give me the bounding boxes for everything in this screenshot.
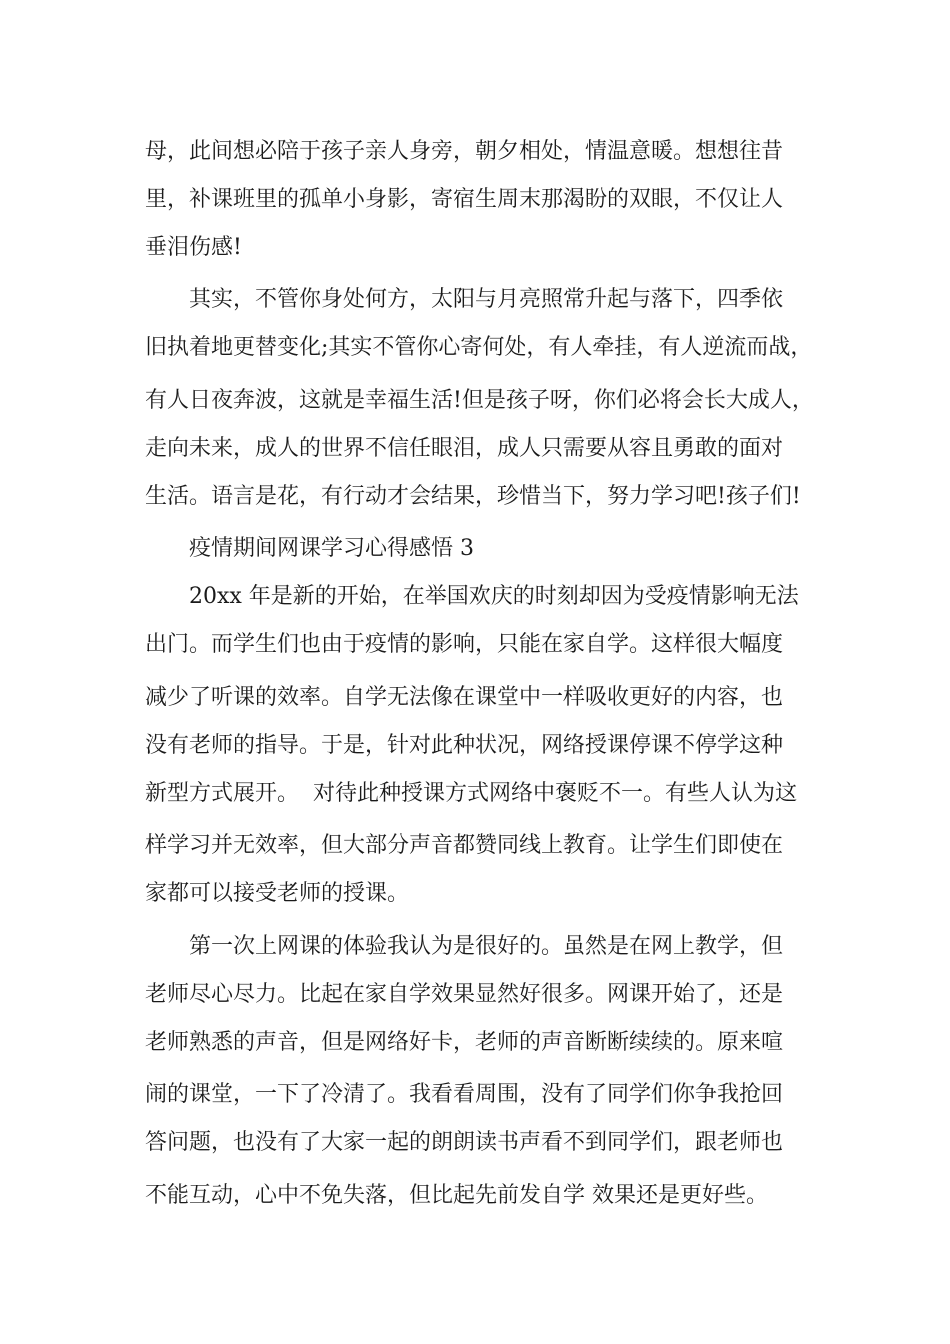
text-line: 母，此间想必陪于孩子亲人身旁，朝夕相处，情温意暖。想想往昔: [145, 139, 784, 164]
text-line: 其实，不管你身处何方，太阳与月亮照常升起与落下，四季依: [189, 287, 784, 312]
text-line: 走向未来，成人的世界不信任眼泪，成人只需要从容且勇敢的面对: [145, 436, 784, 461]
text-line: 出门。而学生们也由于疫情的影响，只能在家自学。这样很大幅度: [145, 632, 784, 657]
text-line: 样学习并无效率，但大部分声音都赞同线上教育。让学生们即使在: [145, 833, 784, 858]
text-line: 第一次上网课的体验我认为是很好的。虽然是在网上教学，但: [189, 934, 784, 959]
text-line: 里，补课班里的孤单小身影，寄宿生周末那渴盼的双眼，不仅让人: [145, 187, 784, 212]
text-line: 旧执着地更替变化;其实不管你心寄何处，有人牵挂，有人逆流而战，: [145, 335, 813, 360]
text-line: 20xx 年是新的开始，在举国欢庆的时刻却因为受疫情影响无法: [189, 584, 799, 609]
text-line: 闹的课堂，一下了冷清了。我看看周围，没有了同学们你争我抢回: [145, 1082, 784, 1107]
text-line: 答问题，也没有了大家一起的朗朗读书声看不到同学们，跟老师也: [145, 1130, 784, 1155]
text-line: 生活。语言是花，有行动才会结果，珍惜当下，努力学习吧!孩子们!: [145, 484, 801, 509]
text-line: 老师尽心尽力。比起在家自学效果显然好很多。网课开始了，还是: [145, 982, 784, 1007]
text-line: 家都可以接受老师的授课。: [145, 881, 410, 906]
text-line: 没有老师的指导。于是，针对此种状况，网络授课停课不停学这种: [145, 733, 784, 758]
text-line: 减少了听课的效率。自学无法像在课堂中一样吸收更好的内容，也: [145, 685, 784, 710]
text-line: 新型方式展开。 对待此种授课方式网络中褒贬不一。有些人认为这: [145, 781, 797, 806]
text-line: 不能互动，心中不免失落，但比起先前发自学 效果还是更好些。: [145, 1183, 768, 1208]
text-line: 垂泪伤感!: [145, 235, 242, 260]
text-line: 有人日夜奔波，这就是幸福生活!但是孩子呀，你们必将会长大成人，: [145, 388, 814, 413]
section-heading: 疫情期间网课学习心得感悟 3: [189, 536, 474, 561]
text-line: 老师熟悉的声音，但是网络好卡，老师的声音断断续续的。原来喧: [145, 1030, 784, 1055]
